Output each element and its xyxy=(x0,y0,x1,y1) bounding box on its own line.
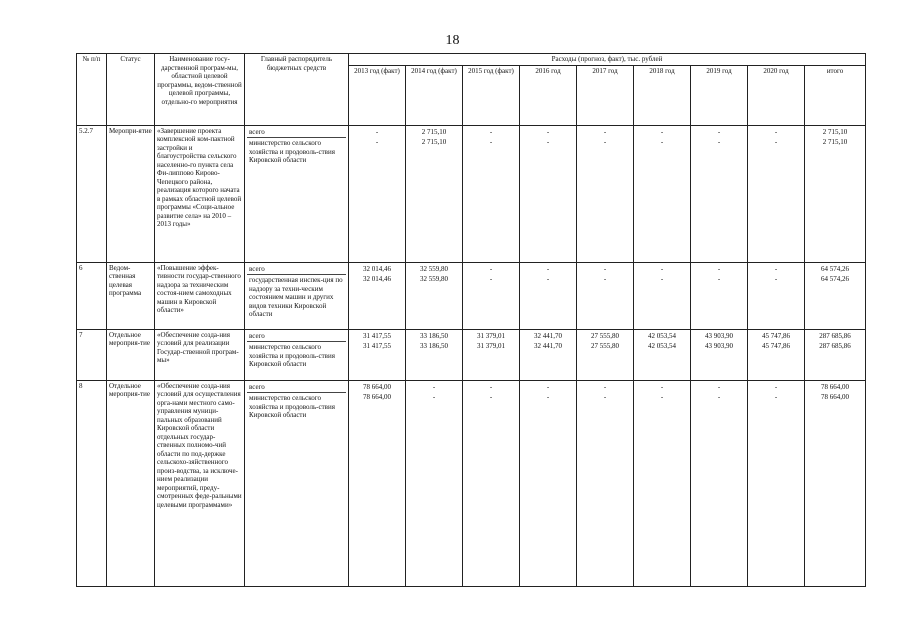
value-cell: 78 664,00 xyxy=(821,382,850,391)
year-cell xyxy=(463,380,520,586)
header-year: 2014 год (факт) xyxy=(406,65,463,125)
row-number: 8 xyxy=(77,380,107,586)
value-cell: - xyxy=(717,264,721,273)
year-cell xyxy=(349,125,406,262)
header-total: итого xyxy=(805,65,866,125)
table-row xyxy=(77,329,866,380)
header-year: 2019 год xyxy=(691,65,748,125)
value-cell: - xyxy=(432,382,436,391)
value-cell: 2 715,10 xyxy=(822,138,848,146)
year-cell xyxy=(748,125,805,262)
total-cell xyxy=(805,125,866,262)
year-cell xyxy=(577,125,634,262)
year-cell xyxy=(634,329,691,380)
row-number: 5.2.7 xyxy=(77,125,107,262)
manager-total-label: всего xyxy=(247,331,346,343)
header-expenses: Расходы (прогноз, факт), тыс. рублей xyxy=(349,54,866,66)
value-cell: 287 685,86 xyxy=(819,331,851,340)
value-cell: 27 555,80 xyxy=(591,342,619,350)
row-name: «Обеспечение созда-ния условий для осуществления орга-нами местного само-управления муници-пальных образований Кировской области отдельных государ-ственных полномо-чий области по под-держке сельскохо-зяйственного произ-водства, за исключе-нием реализации мероприятий, преду-смотренных феде-ральными целевыми программами» xyxy=(155,380,245,586)
row-number: 7 xyxy=(77,329,107,380)
value-cell: - xyxy=(660,127,664,136)
value-cell: - xyxy=(489,127,493,136)
manager-name: министерство сельского хозяйства и продоволь-ствия Кировской области xyxy=(249,139,335,164)
value-cell: - xyxy=(546,138,550,146)
value-cell: 2 715,10 xyxy=(822,127,848,136)
value-cell: 31 417,55 xyxy=(363,331,391,340)
value-cell: - xyxy=(774,275,778,283)
value-cell: - xyxy=(717,393,721,401)
value-cell: 32 014,46 xyxy=(363,275,391,283)
table-row xyxy=(77,262,866,329)
year-cell xyxy=(349,380,406,586)
year-cell xyxy=(748,262,805,329)
value-cell: - xyxy=(603,275,607,283)
value-cell: 31 379,01 xyxy=(477,342,505,350)
value-cell: 32 441,70 xyxy=(534,342,562,350)
value-cell: - xyxy=(489,275,493,283)
value-cell: 78 664,00 xyxy=(363,393,391,401)
value-cell: 45 747,86 xyxy=(762,342,790,350)
year-cell xyxy=(634,262,691,329)
value-cell: - xyxy=(546,275,550,283)
value-cell: - xyxy=(489,264,493,273)
value-cell: 45 747,86 xyxy=(762,331,790,340)
header-manager: Главный распорядитель бюджетных средств xyxy=(245,54,349,126)
value-cell: - xyxy=(717,138,721,146)
value-cell: - xyxy=(375,138,379,146)
value-cell: - xyxy=(546,127,550,136)
value-cell: 32 559,80 xyxy=(420,275,448,283)
year-cell xyxy=(406,262,463,329)
header-year: 2013 год (факт) xyxy=(349,65,406,125)
value-cell: 42 053,54 xyxy=(648,342,676,350)
year-cell xyxy=(520,380,577,586)
row-number: 6 xyxy=(77,262,107,329)
budget-table xyxy=(76,53,866,587)
value-cell: - xyxy=(660,382,664,391)
value-cell: 64 574,26 xyxy=(821,275,850,283)
manager-name: министерство сельского хозяйства и продоволь-ствия Кировской области xyxy=(249,343,335,368)
value-cell: - xyxy=(603,382,607,391)
value-cell: - xyxy=(489,138,493,146)
value-cell: 32 559,80 xyxy=(420,264,448,273)
year-cell xyxy=(691,380,748,586)
year-cell xyxy=(463,125,520,262)
row-status: Отдельное мероприя-тие xyxy=(107,380,155,586)
year-cell xyxy=(463,262,520,329)
value-cell: 287 685,86 xyxy=(819,342,851,350)
row-manager xyxy=(245,380,349,586)
value-cell: 32 441,70 xyxy=(534,331,562,340)
row-status: Ведом-ственная целевая программа xyxy=(107,262,155,329)
row-name: «Повышение эффек-тивности государ-ственного надзора за техническим состоя-нием самоходных машин в Кировской области» xyxy=(155,262,245,329)
value-cell: - xyxy=(660,138,664,146)
year-cell xyxy=(748,329,805,380)
value-cell: - xyxy=(717,127,721,136)
value-cell: 78 664,00 xyxy=(363,382,391,391)
value-cell: 32 014,46 xyxy=(363,264,391,273)
year-cell xyxy=(577,329,634,380)
year-cell xyxy=(520,329,577,380)
row-name: «Обеспечение созда-ния условий для реализации Государ-ственной програм-мы» xyxy=(155,329,245,380)
value-cell: - xyxy=(489,382,493,391)
value-cell: 31 379,01 xyxy=(477,331,505,340)
value-cell: - xyxy=(660,264,664,273)
year-cell xyxy=(349,262,406,329)
value-cell: - xyxy=(432,393,436,401)
row-manager xyxy=(245,125,349,262)
manager-name: министерство сельского хозяйства и продоволь-ствия Кировской области xyxy=(249,394,335,419)
year-cell xyxy=(406,125,463,262)
row-name: «Завершение проекта комплексной ком-пактной застройки и благоустройства сельского населенно-го пункта села Фи-липпово Кирово-Чепецкого района, реализация которого начата в рамках областной целевой программы «Соци-альное развитие села» на 2010 – 2013 годы» xyxy=(155,125,245,262)
value-cell: - xyxy=(774,382,778,391)
value-cell: 64 574,26 xyxy=(821,264,850,273)
value-cell: - xyxy=(774,393,778,401)
year-cell xyxy=(406,380,463,586)
manager-total-label: всего xyxy=(247,264,346,276)
header-year: 2018 год xyxy=(634,65,691,125)
year-cell xyxy=(691,125,748,262)
header-year: 2015 год (факт) xyxy=(463,65,520,125)
value-cell: 33 186,50 xyxy=(420,331,448,340)
year-cell xyxy=(691,262,748,329)
value-cell: - xyxy=(774,138,778,146)
value-cell: 2 715,10 xyxy=(421,138,447,146)
value-cell: 27 555,80 xyxy=(591,331,619,340)
year-cell xyxy=(577,262,634,329)
row-manager xyxy=(245,262,349,329)
value-cell: 33 186,50 xyxy=(420,342,448,350)
page-number: 18 xyxy=(445,33,460,48)
value-cell: - xyxy=(717,382,721,391)
year-cell xyxy=(691,329,748,380)
manager-name: государственная инспек-ция по надзору за техни-ческим состоянием машин и других видов техники Кировской области xyxy=(249,276,343,318)
header-year: 2020 год xyxy=(748,65,805,125)
value-cell: - xyxy=(774,264,778,273)
value-cell: 31 417,55 xyxy=(363,342,391,350)
row-status: Меропри-ятие xyxy=(107,125,155,262)
year-cell xyxy=(520,125,577,262)
total-cell xyxy=(805,262,866,329)
total-cell xyxy=(805,380,866,586)
value-cell: 2 715,10 xyxy=(421,127,447,136)
header-name: Наименование госу-дарственной програм-мы, областной целевой программы, ведом-ственной целевой программы, отдельно-го мероприятия xyxy=(155,54,245,126)
value-cell: 43 903,90 xyxy=(705,342,733,350)
value-cell: - xyxy=(603,138,607,146)
value-cell: - xyxy=(546,393,550,401)
header-year: 2017 год xyxy=(577,65,634,125)
value-cell: 78 664,00 xyxy=(821,393,850,401)
total-cell xyxy=(805,329,866,380)
year-cell xyxy=(634,125,691,262)
value-cell: 42 053,54 xyxy=(648,331,676,340)
header-year: 2016 год xyxy=(520,65,577,125)
value-cell: - xyxy=(603,127,607,136)
year-cell xyxy=(406,329,463,380)
value-cell: - xyxy=(546,382,550,391)
value-cell: - xyxy=(660,275,664,283)
value-cell: - xyxy=(489,393,493,401)
value-cell: - xyxy=(546,264,550,273)
year-cell xyxy=(634,380,691,586)
year-cell xyxy=(349,329,406,380)
value-cell: 43 903,90 xyxy=(705,331,733,340)
header-status: Статус xyxy=(107,54,155,126)
year-cell xyxy=(520,262,577,329)
value-cell: - xyxy=(660,393,664,401)
row-status: Отдельное мероприя-тие xyxy=(107,329,155,380)
value-cell: - xyxy=(603,264,607,273)
header-num: № п/п xyxy=(77,54,107,126)
value-cell: - xyxy=(774,127,778,136)
year-cell xyxy=(577,380,634,586)
table-row xyxy=(77,125,866,262)
year-cell xyxy=(463,329,520,380)
year-cell xyxy=(748,380,805,586)
row-manager xyxy=(245,329,349,380)
manager-total-label: всего xyxy=(247,382,346,394)
value-cell: - xyxy=(717,275,721,283)
table-row xyxy=(77,380,866,586)
manager-total-label: всего xyxy=(247,127,346,139)
value-cell: - xyxy=(603,393,607,401)
value-cell: - xyxy=(375,127,379,136)
